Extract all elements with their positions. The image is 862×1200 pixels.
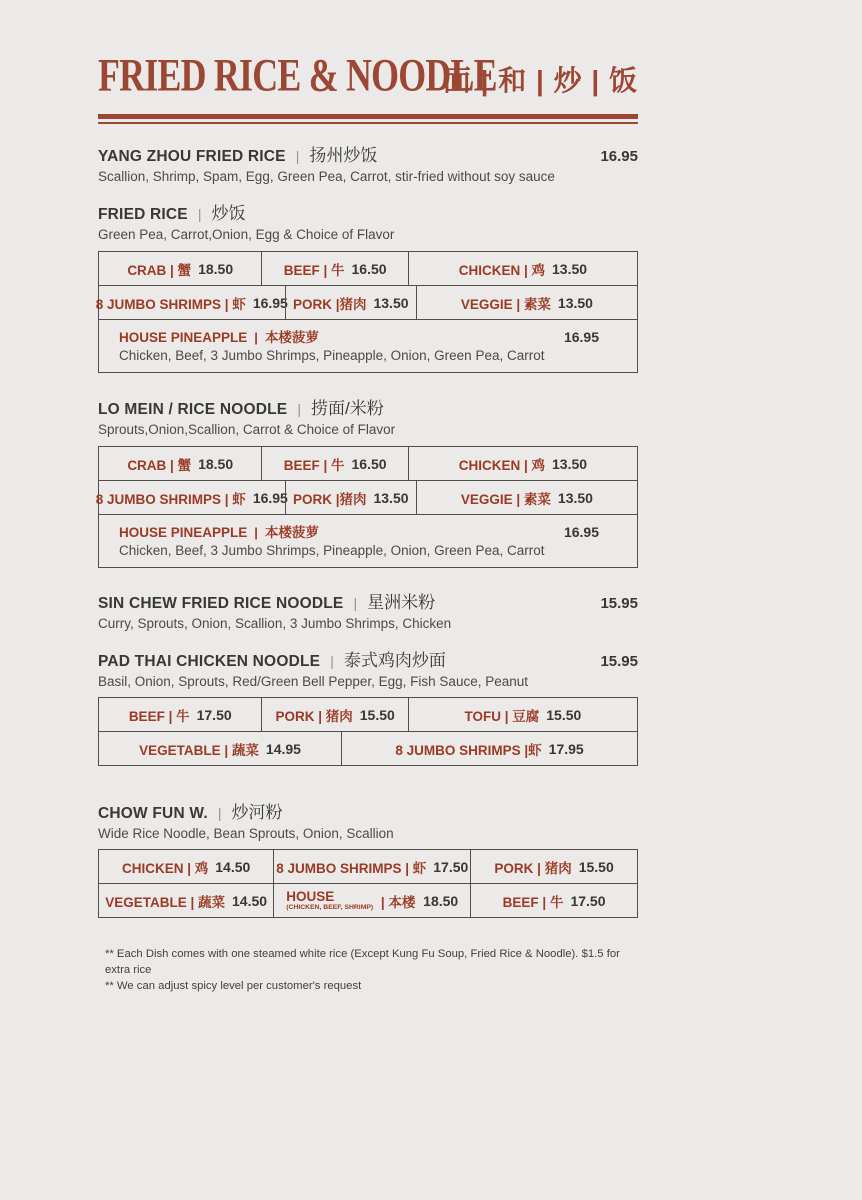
dish-chow-fun (98, 802, 638, 843)
cell-label: VEGGIE | 素菜 (460, 296, 551, 312)
cell-price: 18.50 (198, 455, 234, 472)
header-rule-thin (98, 122, 638, 124)
cell-price: 17.50 (570, 892, 606, 909)
cell-tofu (408, 698, 637, 731)
row-house-pineapple (99, 514, 637, 567)
dish-name: LO MEIN / RICE NOODLE (98, 401, 288, 418)
cell-label: 8 JUMBO SHRIMPS | 虾 (95, 296, 246, 312)
dish-title-row (98, 592, 638, 615)
cell-price: 18.50 (198, 260, 234, 277)
cell-label: HOUSE (286, 888, 335, 904)
dish-price: 15.95 (600, 595, 638, 612)
dish-title-row (98, 802, 638, 825)
dish-lo-mein-rice-noodle (98, 398, 638, 439)
cell-label: PORK |猪肉 (292, 296, 367, 312)
cell-chicken (408, 252, 637, 285)
cell-label: 8 JUMBO SHRIMPS |虾 (395, 742, 542, 758)
cell-price: 14.50 (215, 858, 251, 875)
dish-description: Green Pea, Carrot,Onion, Egg & Choice of Flavor (98, 227, 395, 242)
dish-name: FRIED RICE (98, 206, 188, 223)
title-separator: | (295, 148, 300, 164)
cell-price: 16.95 (563, 329, 599, 345)
row-house-pineapple (99, 319, 637, 372)
page-title: FRIED RICE & NOODLE (98, 48, 497, 101)
title-separator: | (254, 330, 258, 345)
cell-price: 13.50 (557, 294, 593, 311)
cell-label-chinese: 本楼菠萝 (264, 525, 319, 540)
dish-name: SIN CHEW FRIED RICE NOODLE (98, 595, 344, 612)
table-row (99, 883, 637, 917)
dish-title-row (98, 145, 638, 168)
table-row (99, 447, 637, 480)
footnotes (105, 946, 638, 994)
cell-label: BEEF | 牛 (283, 457, 345, 473)
cell-pork (470, 850, 637, 883)
dish-name-chinese: 泰式鸡肉炒面 (343, 651, 446, 670)
dish-name: PAD THAI CHICKEN NOODLE (98, 653, 321, 670)
table-row (99, 731, 637, 765)
cell-label: BEEF | 牛 (502, 894, 564, 910)
cell-label: PORK | 猪肉 (494, 860, 572, 876)
dish-yang-zhou-fried-rice (98, 145, 638, 186)
dish-name-chinese: 星洲米粉 (367, 593, 436, 612)
cell-price: 18.50 (423, 892, 459, 909)
cell-price: 13.50 (552, 455, 588, 472)
cell-label: CHICKEN | 鸡 (121, 860, 209, 876)
cell-beef (261, 447, 407, 480)
cell-veggie (416, 481, 637, 514)
cell-label: TOFU | 豆腐 (464, 708, 540, 724)
table-row (95, 480, 637, 514)
dish-name: CHOW FUN W. (98, 805, 208, 822)
cell-sublabel: (CHICKEN, BEEF, SHRIMP) (286, 904, 374, 912)
house-label-group (286, 890, 373, 911)
dish-title-row (98, 203, 638, 226)
dish-description: Basil, Onion, Sprouts, Red/Green Bell Pepper, Egg, Fish Sauce, Peanut (98, 674, 528, 689)
dish-description: Wide Rice Noodle, Bean Sprouts, Onion, Scallion (98, 826, 394, 841)
cell-label: CHICKEN | 鸡 (458, 457, 545, 473)
header-rule-thick (98, 114, 638, 119)
cell-crab (99, 252, 261, 285)
cell-label: VEGGIE | 素菜 (460, 491, 551, 507)
cell-jumbo-shrimps (95, 481, 288, 514)
cell-price: 16.50 (351, 455, 387, 472)
cell-beef (470, 884, 637, 917)
cell-label: CRAB | 蟹 (127, 457, 192, 473)
footnote-rice: ** Each Dish comes with one steamed white rice (Except Kung Fu Soup, Fried Rice & Noodle). $1.5 for extra rice (105, 948, 620, 976)
cell-veggie (416, 286, 637, 319)
page-title-chinese: 面 | 和 | 炒 | 饭 (442, 65, 638, 96)
cell-label: BEEF | 牛 (283, 262, 345, 278)
title-separator: | (330, 653, 334, 669)
cell-price: 17.95 (548, 740, 584, 757)
cell-label: 8 JUMBO SHRIMPS | 虾 (95, 491, 246, 507)
cell-price: 16.50 (351, 260, 387, 277)
dish-title-row (98, 650, 638, 673)
chow-fun-flavor-table (98, 849, 638, 918)
cell-price: 17.50 (196, 706, 232, 723)
table-row (99, 698, 637, 731)
title-separator: | (254, 525, 258, 540)
title-separator: | (353, 595, 358, 611)
cell-label: HOUSE PINEAPPLE (119, 525, 248, 540)
cell-price: 17.50 (433, 858, 469, 875)
cell-pork (285, 481, 416, 514)
cell-price: 13.50 (373, 489, 409, 506)
dish-sin-chew-fried-rice-noodle (98, 592, 638, 633)
dish-name-chinese: 捞面/米粉 (311, 399, 384, 418)
cell-label: VEGETABLE | 蔬菜 (139, 742, 259, 758)
cell-label: PORK |猪肉 (292, 491, 367, 507)
cell-vegetable (99, 732, 341, 765)
cell-vegetable (99, 884, 273, 917)
cell-price: 16.95 (252, 294, 288, 311)
cell-price: 15.50 (546, 706, 582, 723)
pad-thai-flavor-table (98, 697, 638, 766)
cell-label: PORK | 猪肉 (275, 708, 353, 724)
cell-beef (99, 698, 261, 731)
cell-description: Chicken, Beef, 3 Jumbo Shrimps, Pineapple, Onion, Green Pea, Carrot (119, 348, 545, 363)
dish-description: Scallion, Shrimp, Spam, Egg, Green Pea, Carrot, stir-fried without soy sauce (98, 169, 555, 184)
cell-label: BEEF | 牛 (128, 708, 190, 724)
cell-price: 14.50 (232, 892, 268, 909)
cell-label-chinese: 本楼菠萝 (264, 330, 319, 345)
cell-price: 14.95 (265, 740, 301, 757)
title-separator: | (197, 206, 202, 222)
cell-label: HOUSE PINEAPPLE (119, 330, 248, 345)
fried-rice-flavor-table (95, 251, 638, 373)
menu-page (95, 0, 638, 994)
dish-name-chinese: 扬州炒饭 (309, 146, 378, 165)
title-separator: | (297, 401, 301, 417)
cell-chicken (99, 850, 273, 883)
table-row (95, 285, 637, 319)
cell-price: 13.50 (557, 489, 593, 506)
dish-name-chinese: 炒河粉 (231, 803, 283, 822)
cell-pork (285, 286, 416, 319)
cell-pork (261, 698, 407, 731)
cell-label: 8 JUMBO SHRIMPS | 虾 (276, 860, 427, 876)
cell-chicken (408, 447, 637, 480)
dish-price: 15.95 (600, 653, 638, 670)
cell-crab (99, 447, 261, 480)
dish-fried-rice (98, 203, 638, 244)
cell-beef (261, 252, 407, 285)
dish-price: 16.95 (600, 148, 638, 165)
cell-house (273, 884, 470, 917)
cell-price: 13.50 (552, 260, 588, 277)
cell-price: 15.50 (359, 706, 395, 723)
cell-label: CHICKEN | 鸡 (458, 262, 545, 278)
cell-price: 13.50 (373, 294, 409, 311)
dish-title-row (98, 398, 638, 421)
cell-price: 16.95 (563, 524, 599, 540)
lo-mein-flavor-table (95, 446, 638, 568)
cell-label: VEGETABLE | 蔬菜 (105, 894, 226, 910)
cell-label: CRAB | 蟹 (127, 262, 192, 278)
cell-description: Chicken, Beef, 3 Jumbo Shrimps, Pineapple, Onion, Green Pea, Carrot (119, 543, 545, 558)
table-row (99, 850, 637, 883)
dish-description: Curry, Sprouts, Onion, Scallion, 3 Jumbo Shrimps, Chicken (98, 616, 452, 631)
cell-jumbo-shrimps (273, 850, 470, 883)
title-separator: | (217, 805, 222, 821)
dish-pad-thai-chicken-noodle (98, 650, 638, 691)
cell-label-chinese: | 本楼 (380, 894, 416, 910)
table-row (99, 252, 637, 285)
dish-name: YANG ZHOU FRIED RICE (98, 148, 286, 165)
cell-price: 16.95 (252, 489, 288, 506)
dish-description: Sprouts,Onion,Scallion, Carrot & Choice of Flavor (98, 422, 396, 437)
cell-jumbo-shrimps (95, 286, 288, 319)
page-header (98, 0, 638, 101)
footnote-spicy: ** We can adjust spicy level per customer's request (105, 980, 362, 992)
cell-price: 15.50 (578, 858, 614, 875)
dish-name-chinese: 炒饭 (211, 204, 246, 223)
cell-jumbo-shrimps (341, 732, 637, 765)
